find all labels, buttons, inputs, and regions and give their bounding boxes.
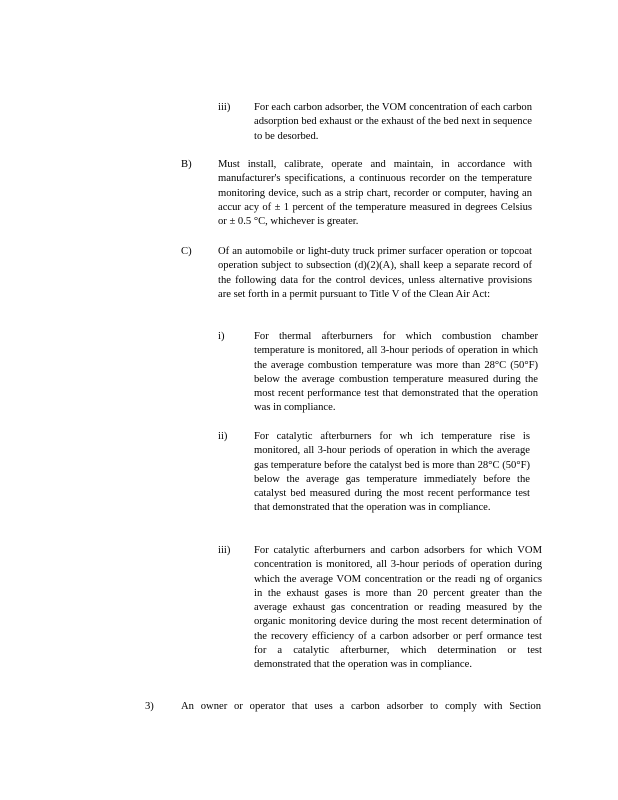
item-text: Of an automobile or light-duty truck primer surfacer operation or topcoat operation subject to subsection (d)(2)(A), shall keep a separate record of the following data for the control devices, unless alternative provisions are set forth in a permit pursuant to Title V of the Clean Air Act: bbox=[218, 246, 532, 300]
item-label: B) bbox=[181, 159, 192, 170]
item-text: Must install, calibrate, operate and maintain, in accordance with manufacturer's specifications, a continuous recorder on the temperature monitoring device, such as a strip chart, recorder or computer, having an accur acy of ± 1 percent of the temperature measured in degrees Celsius or ± 0.5 °C, whichever is greater. bbox=[218, 159, 532, 228]
item-text: For thermal afterburners for which combustion chamber temperature is monitored, all 3-hour periods of operation in which the average combustion temperature was more than 28°C (50°F) below the average combustion temperature measured during the most recent performance test that demonstrated that the operation was in compliance. bbox=[254, 331, 538, 414]
item-label: ii) bbox=[218, 431, 228, 442]
item-text: An owner or operator that uses a carbon adsorber to comply with Section bbox=[181, 701, 541, 712]
item-label: i) bbox=[218, 331, 225, 342]
item-label: 3) bbox=[145, 701, 154, 712]
item-text: For each carbon adsorber, the VOM concentration of each carbon adsorption bed exhaust or the exhaust of the bed next in sequence to be desorbed. bbox=[254, 102, 533, 142]
item-label: iii) bbox=[218, 102, 231, 113]
item-text: For catalytic afterburners and carbon adsorbers for which VOM concentration is monitored, all 3-hour periods of operation during which the average VOM concentration or the readi ng of organics in the exhaust gases is more than 20 percent greater than the average exhaust gas concentration or reading measured by the organic monitoring device during the most recent determination of the recovery efficiency of a carbon adsorber or perf ormance test for a catalytic afterburner, which determination or test demonstrated that the operation was in compliance. bbox=[254, 545, 542, 671]
item-label: C) bbox=[181, 246, 192, 257]
item-text: For catalytic afterburners for wh ich temperature rise is monitored, all 3-hour periods of operation in which the average gas temperature before the catalyst bed is more than 28°C (50°F) below the average gas temperature immediately before the catalyst bed measured during the most recent performance test that demonstrated that the operation was in compliance. bbox=[254, 431, 530, 514]
item-label: iii) bbox=[218, 545, 231, 556]
